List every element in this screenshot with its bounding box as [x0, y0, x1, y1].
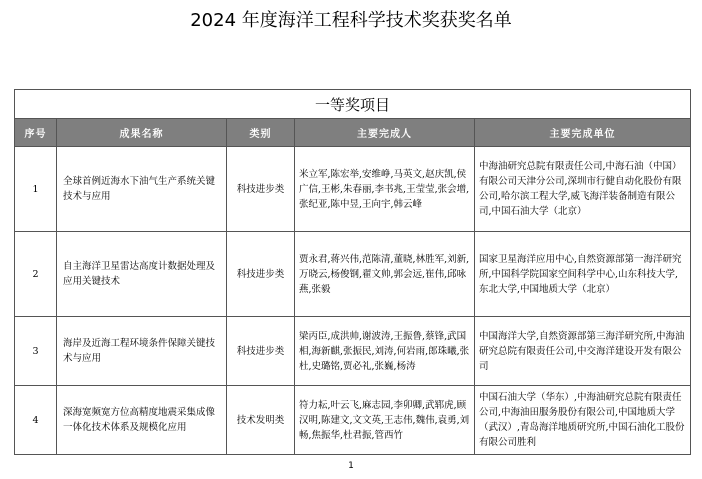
row-people: 米立军,陈宏举,安维峥,马英文,赵庆凯,侯广信,王彬,朱春丽,李书兆,王莹莹,张会增,张纪亚,陈中昱,王向宇,韩云峰 [295, 147, 475, 232]
row-people: 梁丙臣,成洪帅,谢波涛,王振鲁,蔡锋,武国相,海新麒,张振民,刘涛,何岩雨,郎珠曦,张杜,史璐铭,贾必礼,张巍,杨涛 [295, 317, 475, 386]
row-units-text: 中国石油大学（华东）,中海油研究总院有限责任公司,中海油田服务股份有限公司,中国地质大学（武汉）,青岛海洋地质研究所,中国石油化工股份有限公司胜利 [479, 392, 685, 448]
row-category: 技术发明类 [227, 386, 295, 455]
row-people: 贾永君,蒋兴伟,范陈清,董晓,林胜军,刘新,万晓云,杨俊钢,翟文帅,郭会远,崔伟,邱咏燕,张毅 [295, 232, 475, 317]
award-table [14, 89, 691, 455]
table-row [15, 317, 691, 386]
row-index: 3 [15, 317, 57, 386]
row-name: 深海宽频宽方位高精度地震采集成像一体化技术体系及规模化应用 [57, 386, 227, 455]
page-number: 1 [348, 461, 354, 471]
table-row [15, 386, 691, 455]
header-category: 类别 [227, 119, 295, 147]
row-index: 1 [15, 147, 57, 232]
row-index: 2 [15, 232, 57, 317]
header-people: 主要完成人 [295, 119, 475, 147]
page-title: 2024 年度海洋工程科学技术奖获奖名单 [190, 10, 512, 31]
header-units: 主要完成单位 [475, 119, 691, 147]
row-category: 科技进步类 [227, 232, 295, 317]
row-category: 科技进步类 [227, 147, 295, 232]
header-name: 成果名称 [57, 119, 227, 147]
row-category: 科技进步类 [227, 317, 295, 386]
row-units: 国家卫星海洋应用中心,自然资源部第一海洋研究所,中国科学院国家空间科学中心,山东科技大学,东北大学,中国地质大学（北京） [475, 232, 691, 317]
column-header-row [15, 119, 691, 147]
row-index: 4 [15, 386, 57, 455]
section-header-row [15, 90, 691, 119]
table-row [15, 232, 691, 317]
row-people: 符力耘,叶云飞,麻志园,李卯卿,武郓虎,顾汉明,陈建文,文文英,王志伟,魏伟,袁勇,刘畅,焦振华,杜君振,管西竹 [295, 386, 475, 455]
section-title: 一等奖项目 [15, 90, 691, 119]
row-name: 自主海洋卫星雷达高度计数据处理及应用关键技术 [57, 232, 227, 317]
table-row [15, 147, 691, 232]
row-units [475, 386, 691, 455]
row-units: 中海油研究总院有限责任公司,中海石油（中国）有限公司天津分公司,深圳市行健自动化股份有限公司,哈尔滨工程大学,威飞海洋装备制造有限公司,中国石油大学（北京） [475, 147, 691, 232]
row-name: 海岸及近海工程环境条件保障关键技术与应用 [57, 317, 227, 386]
header-index: 序号 [15, 119, 57, 147]
row-units: 中国海洋大学,自然资源部第三海洋研究所,中海油研究总院有限责任公司,中交海洋建设开发有限公司 [475, 317, 691, 386]
row-name: 全球首例近海水下油气生产系统关键技术与应用 [57, 147, 227, 232]
